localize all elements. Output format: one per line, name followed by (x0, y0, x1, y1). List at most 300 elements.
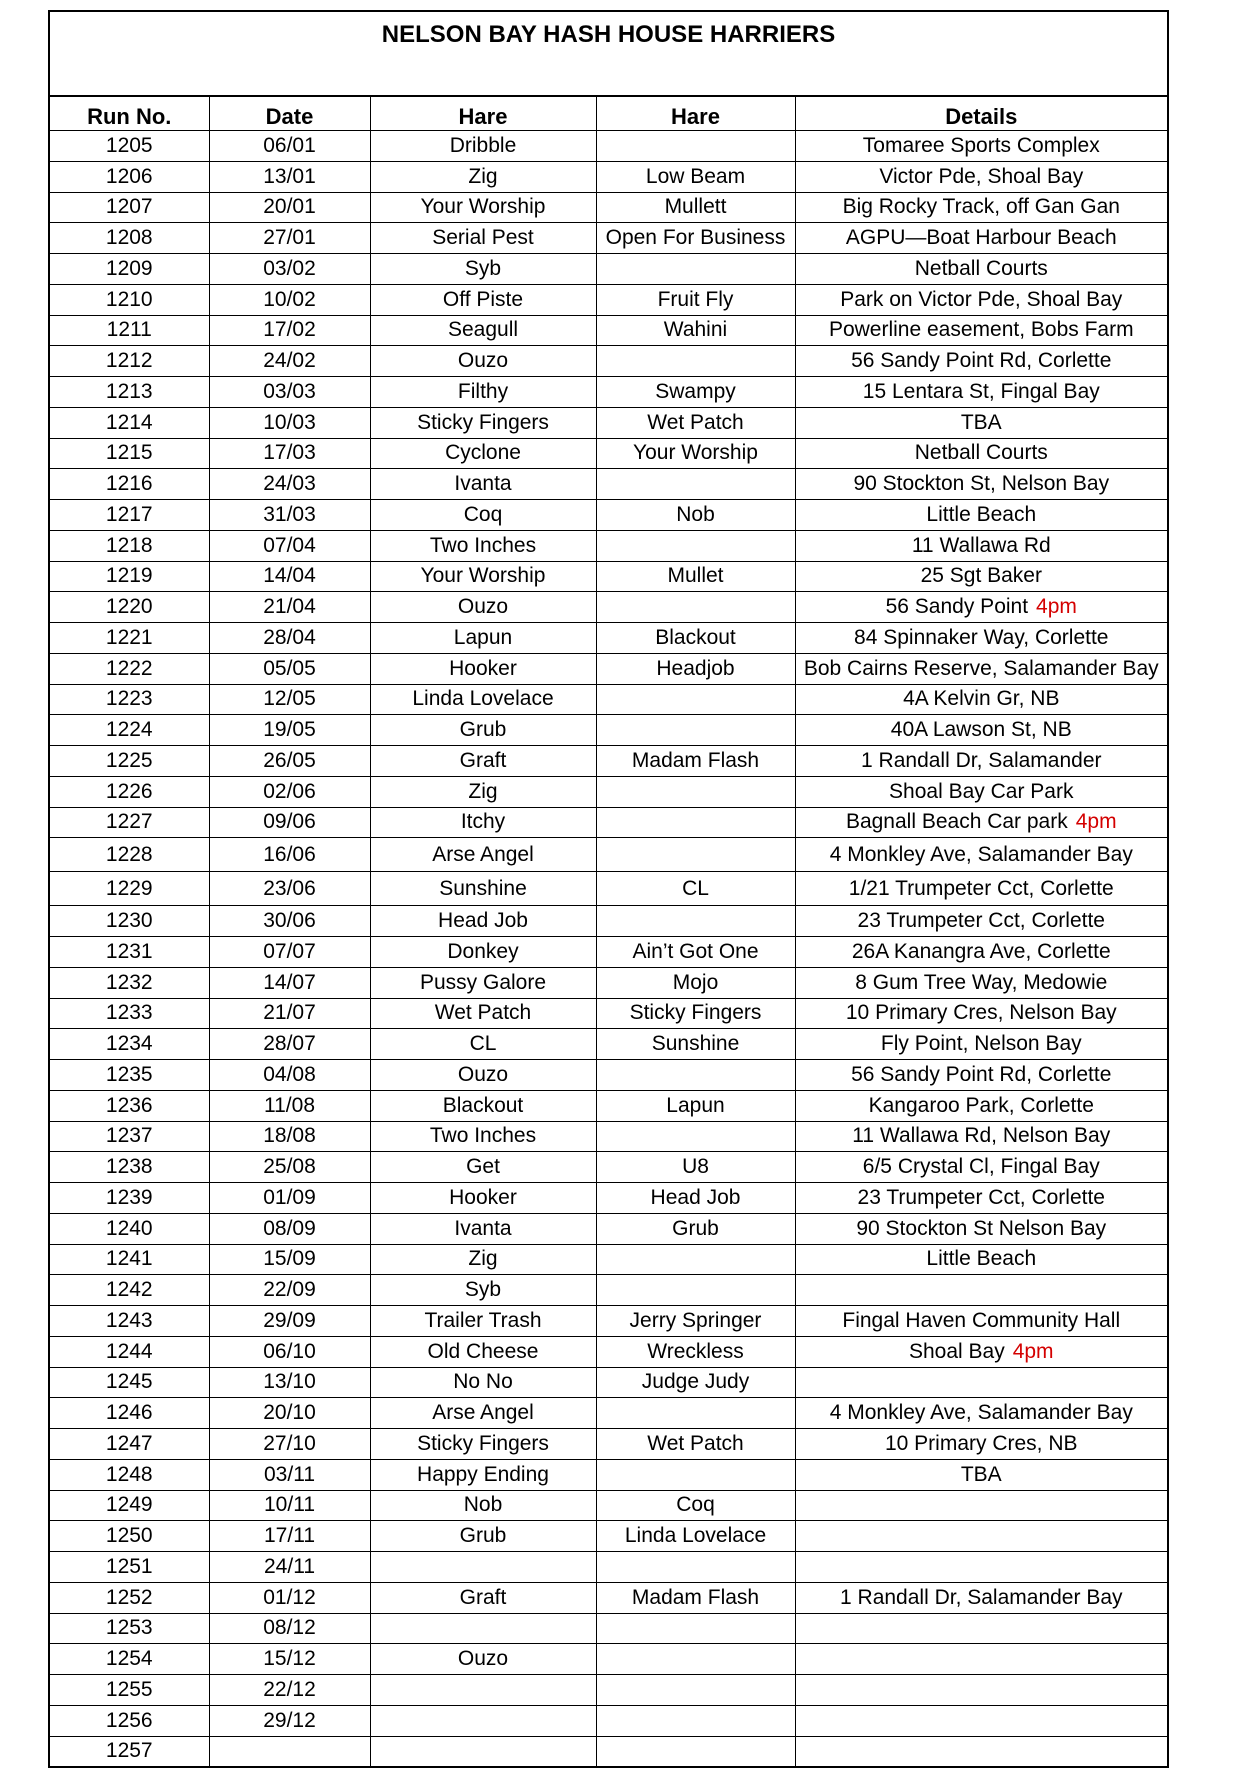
run-no-cell-text: 1208 (105, 226, 153, 250)
details-cell-text: 11 Wallawa Rd (911, 533, 1051, 557)
run-no-cell (49, 1582, 209, 1613)
run-no-cell-text: 1219 (105, 564, 153, 588)
date-cell-text: 07/04 (263, 533, 316, 557)
hare-cell (370, 998, 596, 1029)
hare-cell (370, 684, 596, 715)
hare-cell (370, 623, 596, 654)
hare-cell (370, 161, 596, 192)
date-cell-text: 05/05 (263, 656, 316, 680)
details-cell-text: Shoal Bay (908, 1339, 1005, 1363)
run-no-cell (49, 469, 209, 500)
date-cell-text: 17/03 (263, 441, 316, 465)
hare-cell (370, 653, 596, 684)
hare-2-cell-text: Swampy (655, 379, 736, 403)
hare-2-cell (596, 315, 795, 346)
date-cell-text: 16/06 (263, 842, 316, 866)
date-cell (209, 192, 370, 223)
details-cell-text: 4 Monkley Ave, Salamander Bay (829, 842, 1133, 866)
details-cell (795, 1613, 1168, 1644)
hare-cell-text: Zig (468, 164, 498, 188)
hare-cell-text: Ouzo (457, 349, 509, 373)
run-no-cell (49, 284, 209, 315)
date-cell-text: 10/11 (264, 1493, 315, 1517)
hare-2-cell-text: Fruit Fly (657, 287, 734, 311)
details-cell (795, 1183, 1168, 1214)
run-no-cell (49, 1736, 209, 1767)
hare-cell-text: Head Job (438, 909, 528, 933)
date-cell (209, 315, 370, 346)
run-no-cell-text: 1253 (105, 1616, 153, 1640)
hare-2-cell (596, 1367, 795, 1398)
date-cell-text: 14/04 (263, 564, 316, 588)
hare-2-cell (596, 715, 795, 746)
date-cell (209, 684, 370, 715)
details-cell-text: 8 Gum Tree Way, Medowie (855, 970, 1108, 994)
details-cell-text: Tomaree Sports Complex (862, 133, 1100, 157)
hare-cell (370, 1183, 596, 1214)
hare-2-cell-text: Madam Flash (631, 748, 760, 772)
run-no-cell (49, 161, 209, 192)
hare-2-cell (596, 1613, 795, 1644)
hare-2-cell-text: Open For Business (605, 226, 786, 250)
details-cell (795, 1121, 1168, 1152)
details-cell (795, 1552, 1168, 1583)
page-title: NELSON BAY HASH HOUSE HARRIERS (49, 11, 1168, 96)
date-cell-text: 01/09 (263, 1185, 316, 1209)
run-no-cell (49, 872, 209, 906)
date-cell (209, 1521, 370, 1552)
details-cell-text: Netball Courts (914, 256, 1048, 280)
run-no-cell (49, 192, 209, 223)
hare-cell-text: Get (466, 1155, 500, 1179)
run-no-cell-text: 1230 (105, 909, 153, 933)
run-no-cell (49, 1029, 209, 1060)
hare-2-cell-text: Ain’t Got One (632, 939, 759, 963)
run-no-cell (49, 967, 209, 998)
date-cell-text: 11/08 (264, 1093, 315, 1117)
hare-2-cell (596, 161, 795, 192)
hare-cell (370, 1552, 596, 1583)
date-cell (209, 1213, 370, 1244)
table-row (49, 131, 1168, 162)
table-row (49, 807, 1168, 838)
hare-2-cell-text: Lapun (666, 1093, 725, 1117)
hare-2-cell-text: Head Job (650, 1185, 741, 1209)
hare-cell (370, 469, 596, 500)
date-cell (209, 1183, 370, 1214)
date-cell-text: 03/03 (263, 379, 316, 403)
run-no-cell-text: 1252 (105, 1585, 153, 1609)
hare-cell (370, 1644, 596, 1675)
hare-2-cell (596, 346, 795, 377)
hare-2-cell-text: Nob (676, 502, 715, 526)
hare-cell-text: Pussy Galore (419, 970, 547, 994)
column-header-run-no: Run No. (49, 96, 209, 131)
hare-2-cell-text: Headjob (656, 656, 735, 680)
hare-cell (370, 592, 596, 623)
table-row (49, 469, 1168, 500)
details-cell-text: 90 Stockton St Nelson Bay (856, 1216, 1107, 1240)
details-cell (795, 1306, 1168, 1337)
run-no-cell-text: 1224 (105, 718, 153, 742)
hare-cell (370, 1121, 596, 1152)
hare-cell (370, 1029, 596, 1060)
details-cell (795, 561, 1168, 592)
run-no-cell-text: 1221 (105, 625, 153, 649)
table-row (49, 1306, 1168, 1337)
date-cell (209, 1613, 370, 1644)
run-no-cell-text: 1243 (105, 1308, 153, 1332)
date-cell (209, 1367, 370, 1398)
run-no-cell (49, 1459, 209, 1490)
details-cell-text: 23 Trumpeter Cct, Corlette (857, 909, 1105, 933)
run-no-cell-text: 1242 (105, 1278, 153, 1302)
run-no-cell-text: 1238 (105, 1155, 153, 1179)
details-cell (795, 1675, 1168, 1706)
run-no-cell (49, 1398, 209, 1429)
date-cell (209, 1582, 370, 1613)
run-no-cell-text: 1250 (105, 1524, 153, 1548)
date-cell (209, 1429, 370, 1460)
hare-2-cell (596, 1459, 795, 1490)
run-no-cell-text: 1245 (105, 1370, 153, 1394)
hare-cell-text: Ouzo (457, 595, 509, 619)
date-cell-text: 20/10 (263, 1401, 316, 1425)
hare-cell (370, 715, 596, 746)
hare-cell (370, 838, 596, 872)
hare-cell-text: Grub (459, 718, 507, 742)
date-cell-text: 30/06 (263, 909, 316, 933)
hare-cell-text: Syb (464, 256, 502, 280)
hare-2-cell (596, 469, 795, 500)
hare-2-cell (596, 776, 795, 807)
table-row (49, 1459, 1168, 1490)
hare-2-cell-text: Judge Judy (641, 1370, 750, 1394)
table-row (49, 1582, 1168, 1613)
date-cell (209, 937, 370, 968)
hare-cell-text: Donkey (447, 939, 519, 963)
date-cell (209, 377, 370, 408)
hare-2-cell-text: Low Beam (645, 164, 746, 188)
details-cell (795, 1367, 1168, 1398)
details-cell (795, 1490, 1168, 1521)
hare-2-cell (596, 684, 795, 715)
details-cell-text: AGPU—Boat Harbour Beach (845, 226, 1117, 250)
details-cell (795, 1644, 1168, 1675)
run-no-cell-text: 1226 (105, 779, 153, 803)
run-no-cell-text: 1206 (105, 164, 153, 188)
details-cell (795, 1244, 1168, 1275)
details-cell (795, 1213, 1168, 1244)
date-cell (209, 592, 370, 623)
hare-cell-text: Sunshine (439, 876, 527, 900)
hare-2-cell (596, 1275, 795, 1306)
run-no-cell-text: 1256 (105, 1708, 153, 1732)
hare-2-cell (596, 1521, 795, 1552)
hare-2-cell-text: U8 (682, 1155, 709, 1179)
hare-2-cell (596, 1644, 795, 1675)
run-no-cell (49, 1336, 209, 1367)
run-no-cell-text: 1254 (105, 1647, 153, 1671)
hare-cell-text: Filthy (457, 379, 509, 403)
table-row (49, 872, 1168, 906)
hare-cell (370, 530, 596, 561)
hare-cell (370, 1060, 596, 1091)
hare-2-cell (596, 592, 795, 623)
run-no-cell-text: 1255 (105, 1677, 153, 1701)
table-row (49, 1275, 1168, 1306)
hare-2-cell (596, 1152, 795, 1183)
date-cell (209, 469, 370, 500)
date-cell-text: 04/08 (263, 1062, 316, 1086)
run-no-cell (49, 838, 209, 872)
hare-cell (370, 1152, 596, 1183)
hare-cell (370, 1306, 596, 1337)
run-no-cell-text: 1213 (105, 379, 153, 403)
run-no-cell (49, 1367, 209, 1398)
details-cell (795, 161, 1168, 192)
hare-cell (370, 1736, 596, 1767)
date-cell-text: 13/01 (263, 164, 316, 188)
details-cell-text: 1 Randall Dr, Salamander (861, 748, 1102, 772)
details-cell-text: Little Beach (926, 502, 1037, 526)
details-cell (795, 530, 1168, 561)
run-no-cell-text: 1212 (105, 349, 153, 373)
run-no-cell (49, 1121, 209, 1152)
date-cell-text: 15/09 (263, 1247, 316, 1271)
hare-cell-text: Zig (468, 1247, 498, 1271)
hare-cell (370, 192, 596, 223)
date-cell (209, 1675, 370, 1706)
table-row (49, 561, 1168, 592)
date-cell (209, 407, 370, 438)
run-no-cell-text: 1228 (105, 842, 153, 866)
hare-cell (370, 223, 596, 254)
hare-cell (370, 746, 596, 777)
run-no-cell-text: 1222 (105, 656, 153, 680)
hare-cell-text: Wet Patch (434, 1001, 532, 1025)
start-time-note: 4pm (1012, 1339, 1054, 1363)
run-no-cell (49, 1490, 209, 1521)
run-no-cell (49, 254, 209, 285)
hare-2-cell (596, 1121, 795, 1152)
run-no-cell-text: 1232 (105, 970, 153, 994)
date-cell-text: 27/01 (263, 226, 316, 250)
date-cell (209, 1275, 370, 1306)
date-cell (209, 1090, 370, 1121)
run-no-cell-text: 1215 (105, 441, 153, 465)
hare-2-cell-text: Your Worship (633, 441, 758, 465)
details-cell (795, 407, 1168, 438)
details-cell-text: 26A Kanangra Ave, Corlette (851, 939, 1111, 963)
date-cell-text: 29/12 (263, 1708, 316, 1732)
hare-2-cell (596, 284, 795, 315)
table-row (49, 254, 1168, 285)
date-cell (209, 623, 370, 654)
run-no-cell-text: 1223 (105, 687, 153, 711)
hare-cell (370, 906, 596, 937)
hare-cell (370, 407, 596, 438)
run-no-cell-text: 1235 (105, 1062, 153, 1086)
hare-cell (370, 1613, 596, 1644)
date-cell (209, 1552, 370, 1583)
table-row (49, 1213, 1168, 1244)
date-cell (209, 838, 370, 872)
hare-2-cell (596, 1060, 795, 1091)
date-cell (209, 1705, 370, 1736)
hare-cell-text: Off Piste (442, 287, 524, 311)
details-cell (795, 998, 1168, 1029)
hare-cell-text: Linda Lovelace (412, 687, 554, 711)
details-cell-text: 56 Sandy Point Rd, Corlette (851, 1062, 1112, 1086)
details-cell (795, 776, 1168, 807)
details-cell-text: Victor Pde, Shoal Bay (879, 164, 1084, 188)
hare-2-cell (596, 192, 795, 223)
date-cell-text: 17/11 (264, 1524, 315, 1548)
hare-2-cell (596, 872, 795, 906)
hare-2-cell (596, 998, 795, 1029)
hare-2-cell-text: Blackout (655, 625, 736, 649)
details-cell (795, 967, 1168, 998)
date-cell-text: 31/03 (263, 502, 316, 526)
hare-cell-text: Your Worship (420, 564, 546, 588)
hare-cell (370, 1429, 596, 1460)
hare-2-cell (596, 807, 795, 838)
hare-cell (370, 131, 596, 162)
details-cell-text: 15 Lentara St, Fingal Bay (862, 379, 1100, 403)
hare-cell (370, 776, 596, 807)
details-cell (795, 438, 1168, 469)
hare-cell-text: Hooker (449, 656, 517, 680)
details-cell-text: Bob Cairns Reserve, Salamander Bay (803, 656, 1159, 680)
run-no-cell (49, 1060, 209, 1091)
date-cell-text: 22/12 (263, 1677, 316, 1701)
table-row (49, 1152, 1168, 1183)
date-cell (209, 161, 370, 192)
hare-cell (370, 1213, 596, 1244)
details-cell-text: 10 Primary Cres, NB (884, 1431, 1078, 1455)
details-cell-text: 23 Trumpeter Cct, Corlette (857, 1185, 1105, 1209)
date-cell (209, 346, 370, 377)
details-cell (795, 131, 1168, 162)
run-no-cell (49, 1705, 209, 1736)
details-cell (795, 906, 1168, 937)
date-cell-text: 22/09 (263, 1278, 316, 1302)
hare-2-cell (596, 1705, 795, 1736)
date-cell-text: 23/06 (263, 876, 316, 900)
details-cell-text: Shoal Bay Car Park (889, 779, 1074, 803)
hare-cell-text: Ivanta (454, 472, 512, 496)
table-row (49, 1090, 1168, 1121)
date-cell (209, 1029, 370, 1060)
date-cell (209, 715, 370, 746)
table-row (49, 1552, 1168, 1583)
date-cell-text: 08/12 (263, 1616, 316, 1640)
date-cell-text: 12/05 (263, 687, 316, 711)
details-cell-text: Bagnall Beach Car park (845, 810, 1068, 834)
hare-cell-text: Nob (463, 1493, 503, 1517)
table-row (49, 1183, 1168, 1214)
date-cell (209, 1490, 370, 1521)
table-row (49, 1336, 1168, 1367)
date-cell-text: 25/08 (263, 1155, 316, 1179)
details-cell (795, 254, 1168, 285)
hare-2-cell (596, 1398, 795, 1429)
details-cell (795, 346, 1168, 377)
table-row (49, 1644, 1168, 1675)
run-no-cell (49, 1429, 209, 1460)
table-row (49, 623, 1168, 654)
hare-cell (370, 1521, 596, 1552)
hare-cell (370, 1705, 596, 1736)
date-cell (209, 1398, 370, 1429)
run-no-cell-text: 1217 (105, 502, 153, 526)
run-no-cell (49, 592, 209, 623)
hare-cell-text: Old Cheese (427, 1339, 539, 1363)
hare-cell (370, 377, 596, 408)
table-row (49, 315, 1168, 346)
details-cell (795, 872, 1168, 906)
hare-2-cell (596, 377, 795, 408)
date-cell-text: 14/07 (263, 970, 316, 994)
table-row (49, 1613, 1168, 1644)
hare-cell-text: Ouzo (457, 1647, 509, 1671)
date-cell-text: 21/07 (263, 1001, 316, 1025)
details-cell-text: 84 Spinnaker Way, Corlette (854, 625, 1109, 649)
hare-cell-text: Lapun (453, 625, 513, 649)
table-row (49, 192, 1168, 223)
date-cell (209, 967, 370, 998)
date-cell-text: 18/08 (263, 1124, 316, 1148)
date-cell-text: 27/10 (263, 1431, 316, 1455)
run-no-cell (49, 1613, 209, 1644)
hare-cell-text: Ouzo (457, 1062, 509, 1086)
hare-cell (370, 1459, 596, 1490)
hare-cell (370, 1582, 596, 1613)
hare-2-cell-text: Wet Patch (647, 1431, 744, 1455)
run-no-cell (49, 715, 209, 746)
details-cell (795, 223, 1168, 254)
hare-2-cell (596, 1306, 795, 1337)
date-cell (209, 561, 370, 592)
hare-cell-text: Hooker (449, 1185, 517, 1209)
hare-cell (370, 1675, 596, 1706)
hare-cell (370, 1367, 596, 1398)
run-no-cell (49, 1244, 209, 1275)
details-cell (795, 807, 1168, 838)
date-cell (209, 807, 370, 838)
hare-cell-text: Arse Angel (432, 842, 534, 866)
details-cell (795, 1521, 1168, 1552)
details-cell-text: Little Beach (926, 1247, 1037, 1271)
date-cell-text: 26/05 (263, 748, 316, 772)
date-cell-text: 28/07 (263, 1032, 316, 1056)
column-header-hare: Hare (370, 96, 596, 131)
date-cell-text: 07/07 (263, 939, 316, 963)
date-cell-text: 28/04 (263, 625, 316, 649)
run-no-cell-text: 1248 (105, 1462, 153, 1486)
details-cell (795, 1090, 1168, 1121)
run-no-cell (49, 131, 209, 162)
run-schedule-table (48, 10, 1169, 1768)
date-cell (209, 1306, 370, 1337)
table-row (49, 1490, 1168, 1521)
details-cell (795, 838, 1168, 872)
hare-2-cell-text: CL (682, 876, 709, 900)
hare-2-cell-text: Jerry Springer (629, 1308, 762, 1332)
details-cell (795, 1152, 1168, 1183)
hare-2-cell (596, 1736, 795, 1767)
